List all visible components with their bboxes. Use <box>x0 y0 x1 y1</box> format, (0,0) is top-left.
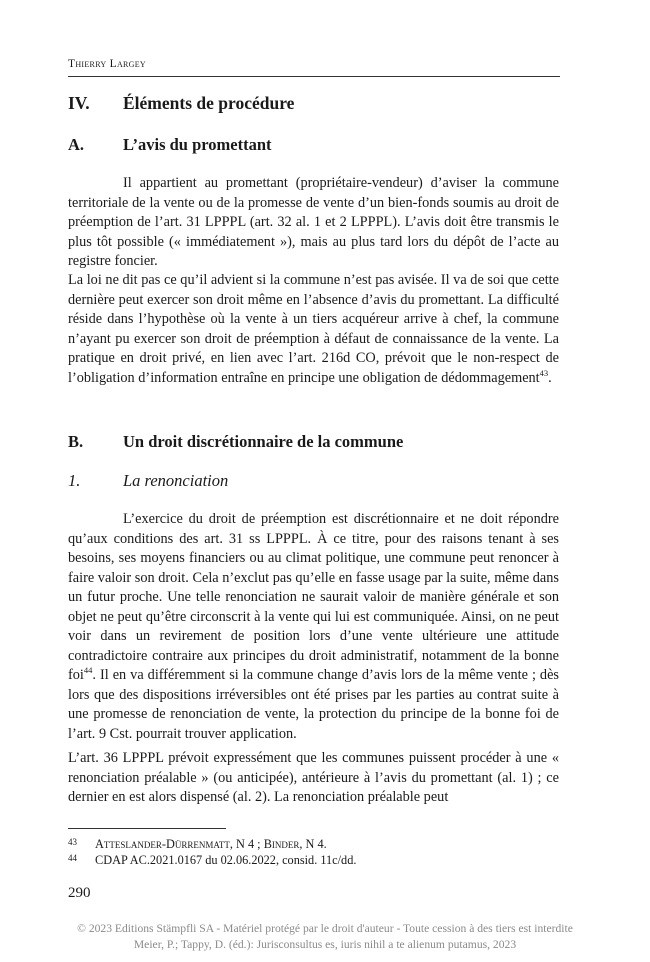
footnote-divider <box>68 828 226 829</box>
section-title: Éléments de procédure <box>123 93 295 113</box>
subsection-number: 1. <box>68 471 81 490</box>
section-title: L’avis du promettant <box>123 135 272 154</box>
page-number: 290 <box>68 885 91 901</box>
paragraph-3 <box>68 510 559 744</box>
paragraph-3-text-a: L’exercice du droit de préemption est discrétionnaire et ne doit répondre qu’aux conditions des art. 31 ss LPPPL. À ce titre, pour des raisons tenant à ses besoins, ses moyens financiers ou au climat politique, une commune peut renoncer à faire valoir son droit. Cela n’exclut pas qu’elle en fasse usage par la suite, même dans un futur proche. Une telle renonciation ne saurait valoir de manière générale et son objet ne peut qu’être circonscrit à la vente qui lui est communiquée. Ainsi, on ne peut voir dans un revirement de position lors d’une vente ultérieure une attitude contradictoire contraire aux principes du droit administratif, notamment de la bonne foi <box>68 511 559 683</box>
subsection-title: La renonciation <box>123 471 229 490</box>
copyright-line-2: Meier, P.; Tappy, D. (éd.): Jurisconsultus es, iuris nihil a te alienum putamus, 2023 <box>133 938 517 951</box>
author-name: Binder <box>263 837 300 851</box>
paragraph-3-text-b: . Il en va différemment si la commune change d’avis lors de la même vente ; dès lors que des dispositions irréversibles ont été prises par les parties au contrat suite à une promesse de renonciation de vente, la protection du principe de la bonne foi de l’art. 9 Cst. pourrait trouver application. <box>68 667 559 742</box>
footnote-text: CDAP AC.2021.0167 du 02.06.2022, consid. 11c/dd. <box>95 853 357 867</box>
section-number: IV. <box>68 93 90 113</box>
section-title: Un droit discrétionnaire de la commune <box>123 432 404 451</box>
running-head: Thierry Largey <box>68 58 147 70</box>
author-name: Atteslander-Dürrenmatt <box>95 837 230 851</box>
footnote-ref-43[interactable]: 43 <box>539 367 549 378</box>
footnote-number: 44 <box>68 853 77 863</box>
footnote-text <box>95 837 327 852</box>
paragraph-1: Il appartient au promettant (propriétaire-vendeur) d’aviser la commune territoriale de la vente ou de la promesse de vente d’un bien-fonds soumis au droit de préemption de l’art. 31 LPPPL (art. 32 al. 1 et 2 LPPPL). L’avis doit être transmis le plus tôt possible (« immédiatement »), mais au plus tard lors du dépôt de l’acte au registre foncier. <box>68 175 559 269</box>
section-number: B. <box>68 432 84 451</box>
footnote-number: 43 <box>68 837 77 847</box>
paragraph-2-text: La loi ne dit pas ce qu’il advient si la commune n’est pas avisée. Il va de soi que cette dernière peut exercer son droit même en l’absence d’avis du promettant. La difficulté réside dans l’hypothèse où la vente à un tiers acquéreur arrive à chef, la commune n’ayant pu exercer son droit de préemption à défaut de connaissance de la vente. La pratique en droit privé, en lien avec l’art. 216d CO, prévoit que le non-respect de l’obligation d’information entraîne en principe une obligation de dédommagement <box>68 272 559 386</box>
footnote-ref-44[interactable]: 44 <box>83 665 93 675</box>
copyright-line-1: © 2023 Editions Stämpfli SA - Matériel protégé par le droit d'auteur - Toute cession à des tiers est interdite <box>77 922 573 935</box>
section-number: A. <box>68 135 85 154</box>
paragraph-2: La loi ne dit pas ce qu’il advient si la commune n’est pas avisée. Il va de soi que cette dernière peut exercer son droit même en l’absence d’avis du promettant. La difficulté réside dans l’hypothèse où la vente à un tiers acquéreur arrive à chef, la commune n’ayant pu exercer son droit de préemption à défaut de connaissance de la vente. La pratique en droit privé, en lien avec l’art. 216d CO, prévoit que le non-respect de l’obligation d’information entraîne en principe une obligation de dédommagement$^{43}$. <box>68 272 559 386</box>
footnote-sep: , N 4 ; <box>229 837 264 851</box>
paragraph-4: L’art. 36 LPPPL prévoit expressément que les communes puissent procéder à une « renonciation préalable » (ou anticipée), antérieure à l’avis du promettant (al. 1) ; ce dernier en est alors dispensé (al. 2). La renonciation préalable peut <box>68 750 559 805</box>
header-divider <box>68 76 560 77</box>
footnote-end: , N 4. <box>299 837 327 851</box>
